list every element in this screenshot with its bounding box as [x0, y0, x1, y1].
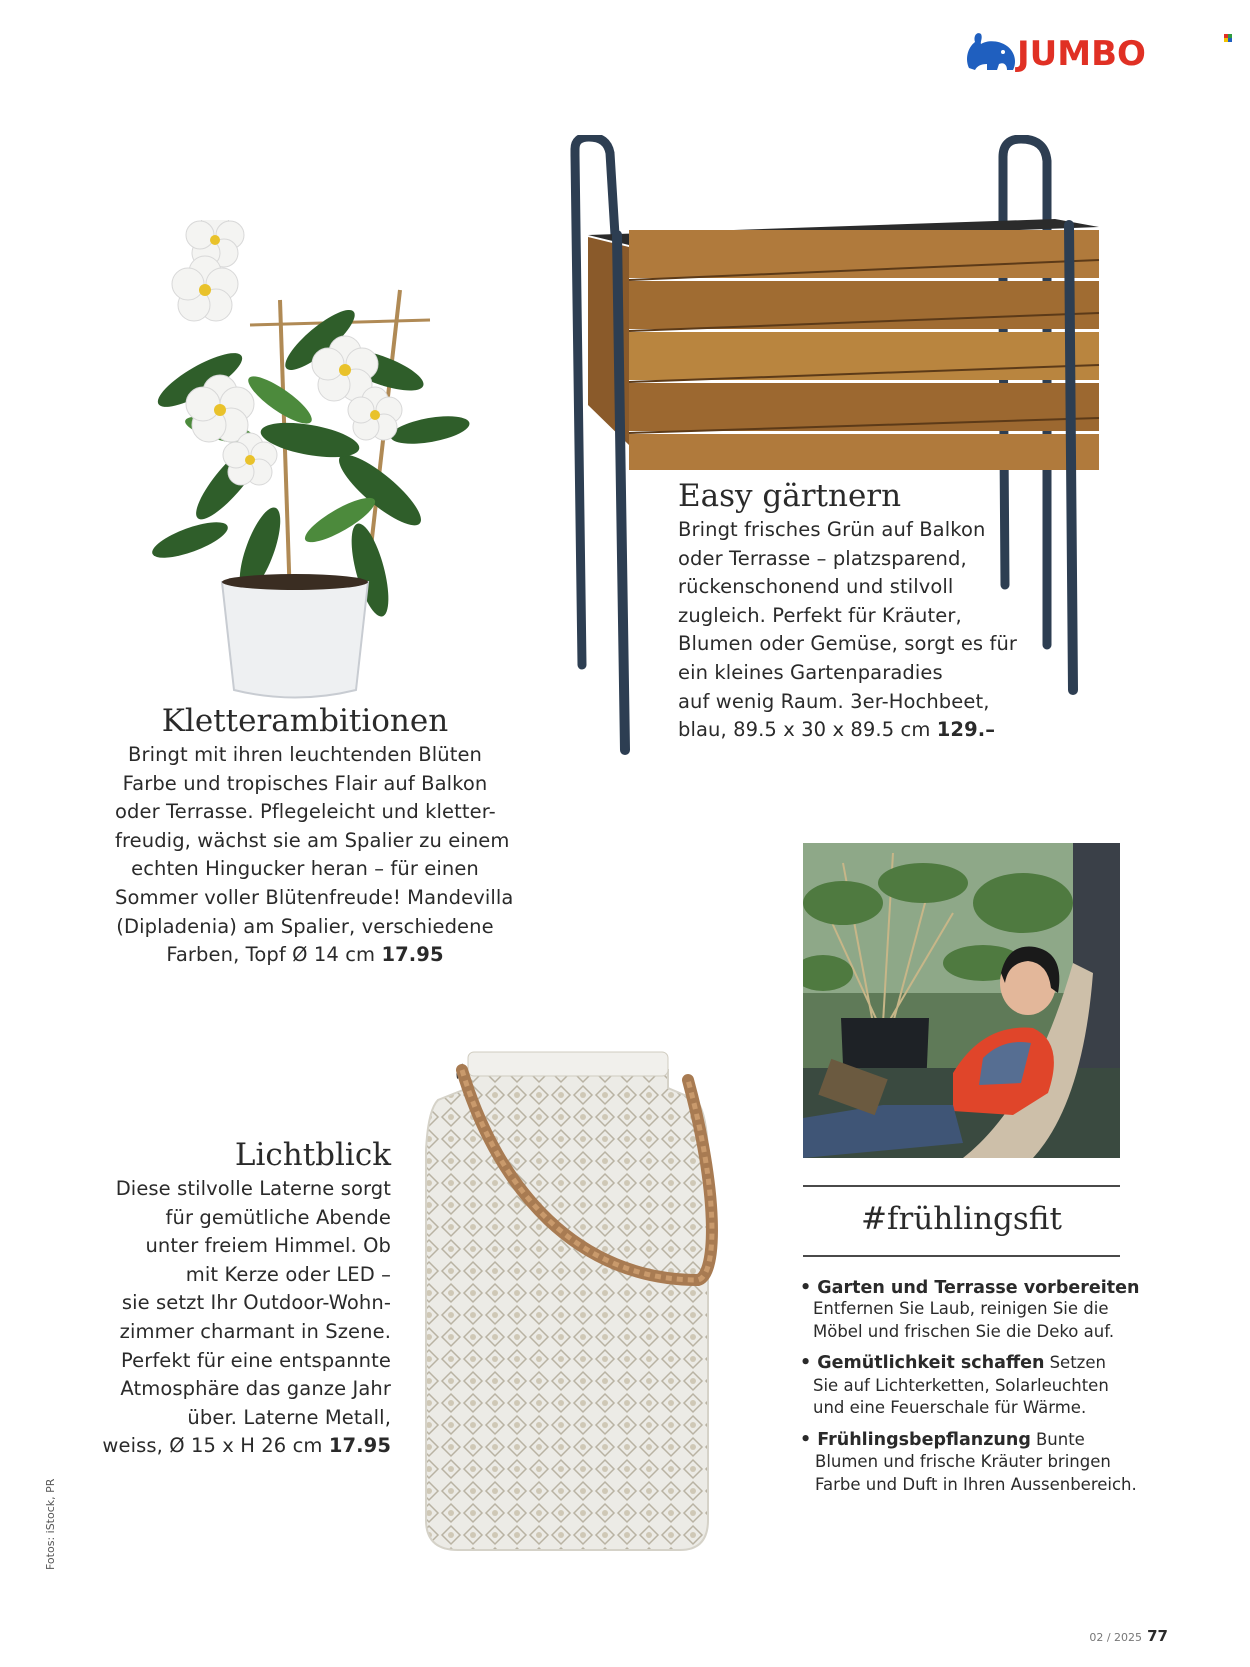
lantern-line: zimmer charmant in Szene.	[119, 1319, 391, 1343]
plant-line: oder Terrasse. Pflegeleicht und kletter-	[115, 800, 496, 824]
planter-line: zugleich. Perfekt für Kräuter,	[678, 603, 962, 627]
tip-title-tail: Setzen	[1049, 1353, 1106, 1372]
planter-line: oder Terrasse – platzsparend,	[678, 546, 967, 570]
plant-title: Kletterambitionen	[161, 703, 449, 739]
tip-title-tail: Bunte	[1035, 1429, 1085, 1449]
plant-line: Bringt mit ihren leuchtenden Blüten	[127, 743, 482, 766]
planter-line: rückenschonend und stilvoll	[678, 575, 954, 599]
lantern-title: Lichtblick	[234, 1137, 391, 1173]
tip-title: Gemütlichkeit schaffen	[817, 1353, 1045, 1373]
tips-rule-bottom	[803, 1255, 1120, 1257]
tip-item: • Gemütlichkeit schaffen Setzen Sie auf Lichterketten, Solarleuchten und eine Feuerschale für Wärme.	[800, 1352, 1130, 1420]
planter-line: Blumen oder Gemüse, sorgt es für	[678, 632, 1018, 656]
woman-relaxing-photo	[803, 843, 1120, 1158]
tips-heading: #frühlingsfit	[861, 1201, 1062, 1237]
lantern-line: weiss, Ø 15 x H 26 cm	[102, 1434, 323, 1458]
lantern-line: sie setzt Ihr Outdoor-Wohn-	[121, 1291, 391, 1315]
planter-line: Bringt frisches Grün auf Balkon	[678, 518, 986, 541]
plant-line: Farben, Topf Ø 14 cm	[166, 943, 376, 967]
tip-text: und eine Feuerschale für Wärme.	[813, 1398, 1087, 1417]
tip-item: • Garten und Terrasse vorbereiten Entfernen Sie Laub, reinigen Sie die Möbel und frischen Sie die Deko auf.	[800, 1278, 1130, 1343]
plant-text	[115, 703, 514, 970]
flag-icon	[1224, 34, 1232, 42]
planter-line: ein kleines Gartenparadies	[678, 660, 943, 684]
tip-text: Möbel und frischen Sie die Deko auf.	[813, 1321, 1115, 1341]
lantern-line: unter freiem Himmel. Ob	[145, 1234, 391, 1258]
mandevilla-plant-image	[130, 220, 470, 710]
planter-title: Easy gärtnern	[678, 478, 902, 514]
page-number: 77	[1147, 1627, 1168, 1645]
planter-line: auf wenig Raum. 3er-Hochbeet,	[678, 689, 990, 713]
planter-line: blau, 89.5 x 30 x 89.5 cm	[678, 718, 931, 742]
tips-rule-top	[803, 1185, 1120, 1187]
tip-title: Garten und Terrasse vorbereiten	[817, 1278, 1140, 1298]
jumbo-logo	[963, 30, 1163, 78]
planter-text	[678, 478, 1018, 745]
elephant-icon	[963, 30, 1019, 74]
tips-list	[800, 1278, 1140, 1496]
lantern-line: über. Laterne Metall,	[187, 1405, 391, 1429]
planter-price: 129.–	[936, 718, 996, 742]
lantern-line: Perfekt für eine entspannte	[120, 1348, 391, 1372]
lantern-line: Diese stilvolle Laterne sorgt	[115, 1177, 391, 1200]
lantern-image	[418, 1040, 728, 1560]
plant-line: Farbe und tropisches Flair auf Balkon	[122, 771, 488, 795]
lantern-line: Atmosphäre das ganze Jahr	[120, 1377, 391, 1401]
lantern-line: für gemütliche Abende	[165, 1205, 391, 1229]
photo-credit: Fotos: iStock, PR	[44, 1478, 57, 1570]
plant-line: freudig, wächst sie am Spalier zu einem	[115, 828, 510, 852]
lantern-line: mit Kerze oder LED –	[185, 1262, 391, 1286]
page-footer	[1088, 1626, 1168, 1645]
tip-title: Frühlingsbepflanzung	[817, 1429, 1031, 1450]
tip-text: Farbe und Duft in Ihren Aussenbereich.	[815, 1474, 1137, 1494]
lantern-price: 17.95	[328, 1434, 391, 1458]
lantern-text	[100, 1137, 391, 1461]
tip-item: • Frühlingsbepflanzung Bunte Blumen und frische Kräuter bringen Farbe und Duft in Ihren Aussenbereich.	[800, 1429, 1130, 1497]
plant-line: (Dipladenia) am Spalier, verschiedene	[116, 914, 494, 938]
plant-line: echten Hingucker heran – für einen	[131, 857, 479, 881]
tip-text: Blumen und frische Kräuter bringen	[815, 1452, 1111, 1471]
tip-text: Sie auf Lichterketten, Solarleuchten	[813, 1375, 1109, 1395]
tip-text: Entfernen Sie Laub, reinigen Sie die	[813, 1299, 1109, 1318]
plant-price: 17.95	[381, 943, 444, 967]
brand-name: JUMBO	[1017, 34, 1146, 74]
issue-date: 02 / 2025	[1089, 1631, 1143, 1644]
plant-line: Sommer voller Blütenfreude! Mandevilla	[115, 885, 514, 909]
